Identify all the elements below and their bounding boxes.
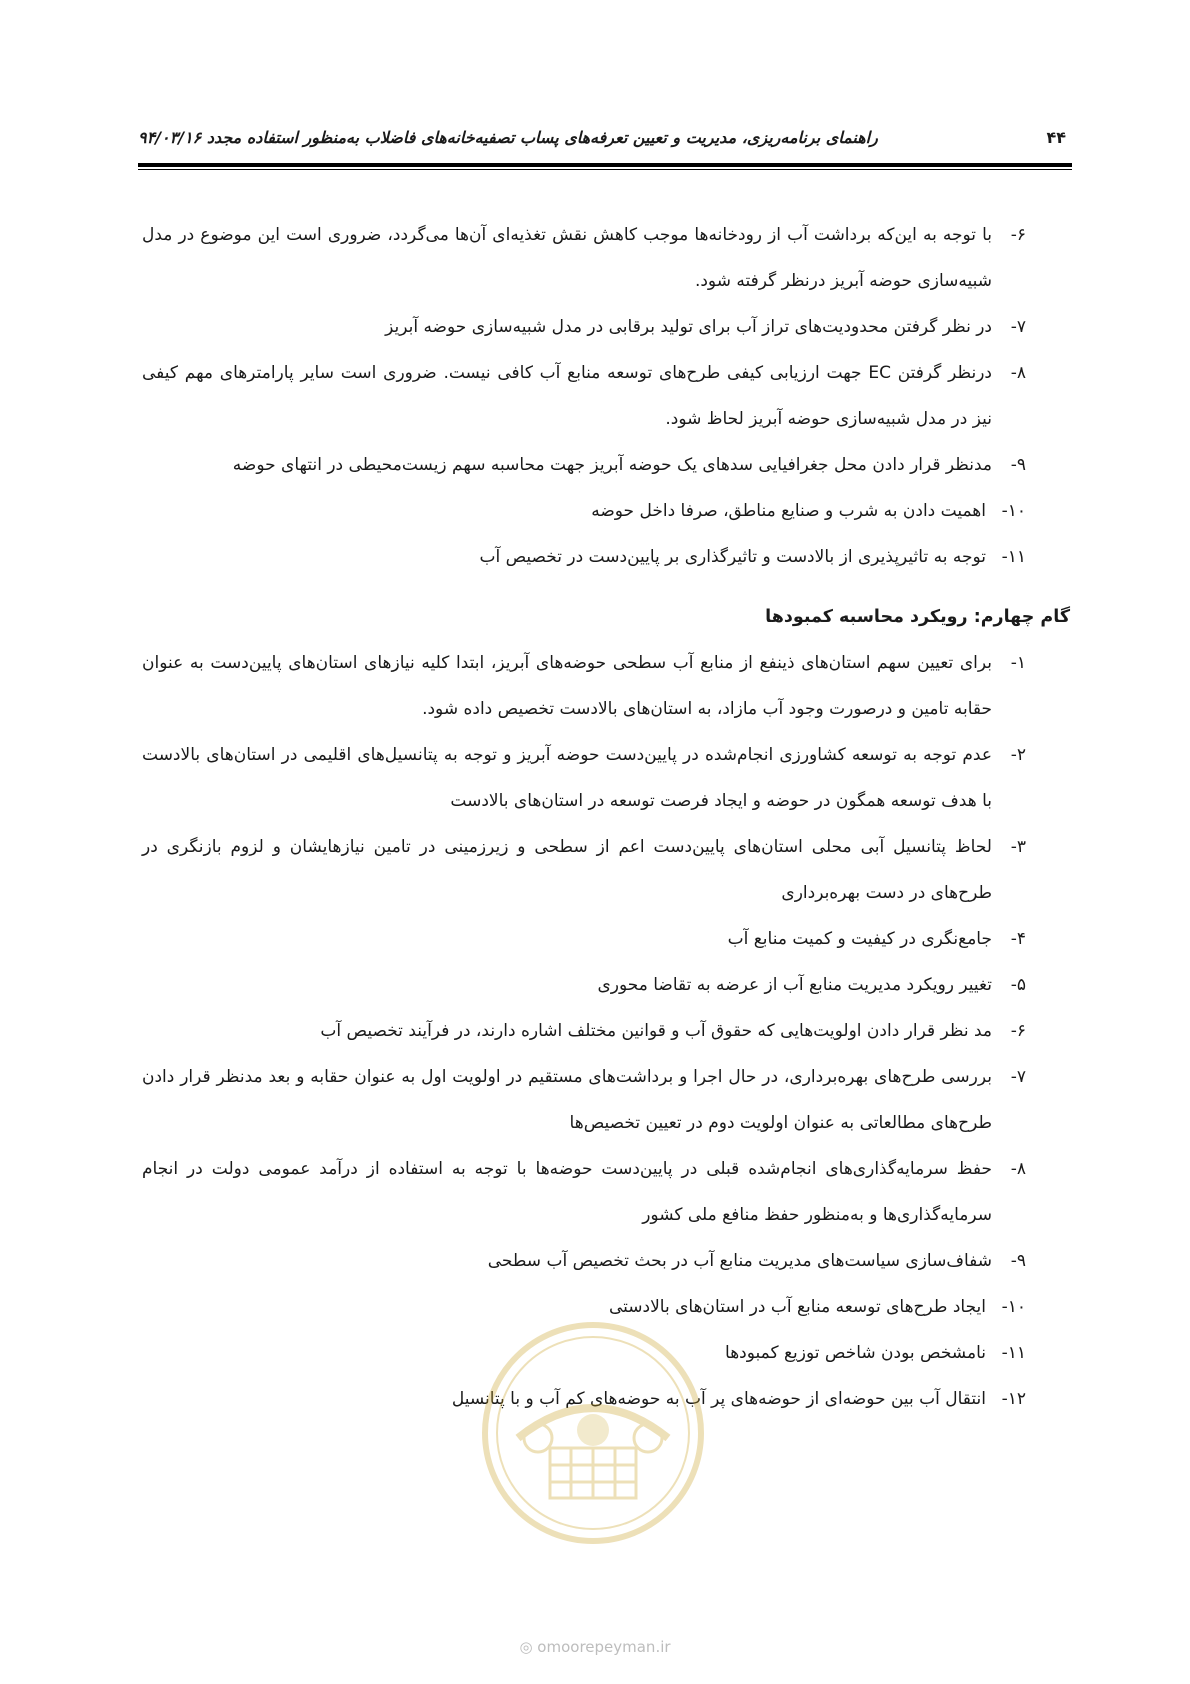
list-item [142,1054,1026,1146]
header-title: راهنمای برنامه‌ریزی، مدیریت و تعیین تعرفه‌های پساب تصفیه‌خانه‌های فاضلاب به‌منظور استفاده مجدد ۹۴/۰۳/۱۶ [138,128,878,147]
list-item [142,962,1026,1008]
list-item-text: جامع‌نگری در کیفیت و کمیت منابع آب [727,929,992,949]
list-item-text: بررسی طرح‌های بهره‌برداری، در حال اجرا و برداشت‌های مستقیم در اولویت اول به عنوان حقابه و بعد مدنظر قرار دادن طرح‌های مطالعاتی به عنوان اولویت دوم در تعیین تخصیص‌ها [142,1067,992,1133]
header-rule-thin [138,169,1072,170]
list-item-number: ۱۰- [1001,501,1026,521]
list-item-text: برای تعیین سهم استان‌های ذینفع از منابع آب سطحی حوضه‌های آبریز، ابتدا کلیه نیازهای استان‌های پایین‌دست به عنوان حقابه تامین و درصورت وجود آب مازاد، به استان‌های بالادست تخصیص داده شود. [142,653,992,719]
list-item-text: ایجاد طرح‌های توسعه منابع آب در استان‌های بالادستی [608,1297,986,1317]
list-item-text: درنظر گرفتن EC جهت ارزیابی کیفی طرح‌های توسعه منابع آب کافی نیست. ضروری است سایر پارامترهای مهم کیفی نیز در مدل شبیه‌سازی حوضه آبریز لحاظ شود. [142,363,992,429]
list-item [142,824,1026,916]
list-item-number: ۱۰- [1001,1297,1026,1317]
list-item-number: ۱۲- [1001,1389,1026,1409]
list-item-number: ۶- [1010,225,1026,245]
list-item-number: ۸- [1010,363,1026,383]
list-item-number: ۴- [1010,929,1026,949]
list-item [142,212,1026,304]
list-item-number: ۳- [1010,837,1026,857]
list-item [142,1146,1026,1238]
list-item-number: ۷- [1010,1067,1026,1087]
list-item-number: ۱۱- [1001,1343,1026,1363]
list-item-number: ۹- [1010,1251,1026,1271]
watermark-caption: ◎ omoorepeyman.ir [519,1638,671,1656]
list-item-number: ۱- [1010,653,1026,673]
list-item [142,442,1026,488]
list-item-number: ۸- [1010,1159,1026,1179]
list-item [142,350,1026,442]
list-item [142,916,1026,962]
list-item-text: شفاف‌سازی سیاست‌های مدیریت منابع آب در بحث تخصیص آب سطحی [487,1251,992,1271]
list-item-text: لحاظ پتانسیل آبی محلی استان‌های پایین‌دست اعم از سطحی و زیرزمینی در تامین نیازهایشان و لزوم بازنگری در طرح‌های در دست بهره‌برداری [142,837,992,903]
list-item-text: حفظ سرمایه‌گذاری‌های انجام‌شده قبلی در پایین‌دست حوضه‌ها با توجه به استفاده از درآمد عمومی دولت در انجام سرمایه‌گذاری‌ها و به‌منظور حفظ منافع ملی کشور [142,1159,992,1225]
list-item [142,304,1026,350]
page-number: ۴۴ [1046,128,1066,147]
list-item [142,534,1026,580]
list-item-text: مدنظر قرار دادن محل جغرافیایی سدهای یک حوضه آبریز جهت محاسبه سهم زیست‌محیطی در انتهای حوضه [232,455,992,475]
watermark-seal-icon [478,1318,708,1548]
list-item-text: در نظر گرفتن محدودیت‌های تراز آب برای تولید برقابی در مدل شبیه‌سازی حوضه آبریز [385,317,992,337]
page-header [138,128,1066,154]
list-item-text: تغییر رویکرد مدیریت منابع آب از عرضه به تقاضا محوری [597,975,992,995]
section-heading: گام چهارم: رویکرد محاسبه کمبودها [765,607,1070,627]
list-item-number: ۲- [1010,745,1026,765]
list-item-number: ۷- [1010,317,1026,337]
list-item-text: عدم توجه به توسعه کشاورزی انجام‌شده در پایین‌دست حوضه آبریز و توجه به پتانسیل‌های اقلیمی در استان‌های بالادست با هدف توسعه همگون در حوضه و ایجاد فرصت توسعه در استان‌های بالادست [142,745,992,811]
body-content [142,212,1070,1422]
list-item [142,732,1026,824]
header-rule-thick [138,163,1072,167]
list-item [142,640,1026,732]
list-item-text: نامشخص بودن شاخص توزیع کمبودها [725,1343,986,1363]
list-item-text: توجه به تاثیرپذیری از بالادست و تاثیرگذاری بر پایین‌دست در تخصیص آب [479,547,986,567]
list-requirements [142,212,1026,580]
list-item-number: ۵- [1010,975,1026,995]
list-item-text: با توجه به این‌که برداشت آب از رودخانه‌ها موجب کاهش نقش تغذیه‌ای آن‌ها می‌گردد، ضروری است این موضوع در مدل شبیه‌سازی حوضه آبریز درنظر گرفته شود. [142,225,992,291]
list-item [142,488,1026,534]
list-item-number: ۱۱- [1001,547,1026,567]
list-item [142,1008,1026,1054]
list-item-text: انتقال آب بین حوضه‌ای از حوضه‌های پر آب به حوضه‌های کم آب و با پتانسیل [451,1389,986,1409]
list-item-number: ۹- [1010,455,1026,475]
list-item-number: ۶- [1010,1021,1026,1041]
list-item [142,1238,1026,1284]
list-item-text: اهمیت دادن به شرب و صنایع مناطق، صرفا داخل حوضه [591,501,986,521]
list-item-text: مد نظر قرار دادن اولویت‌هایی که حقوق آب و قوانین مختلف اشاره دارند، در فرآیند تخصیص آب [320,1021,992,1041]
list-shortage-approach [142,640,1026,1422]
